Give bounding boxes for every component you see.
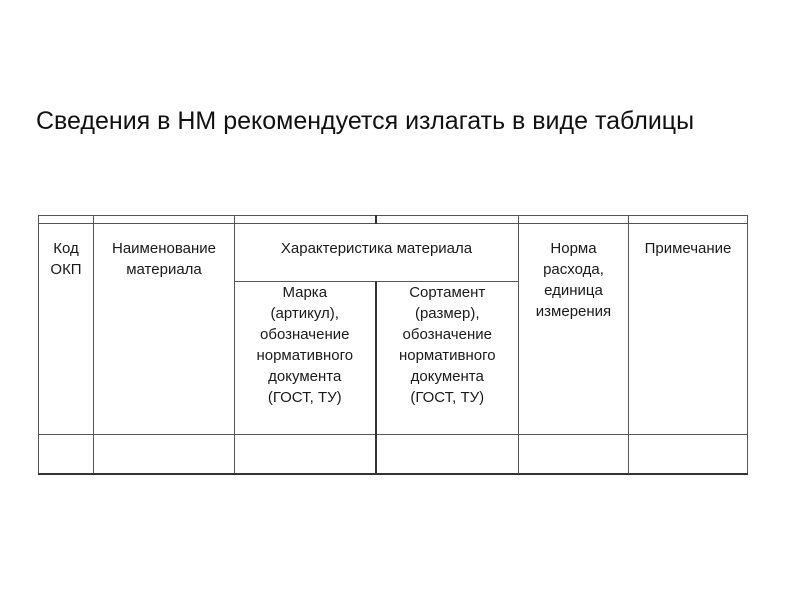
strip-cell [376, 216, 519, 224]
strip-cell [235, 216, 376, 224]
header-material-characteristics: Характеристика материала [235, 224, 519, 282]
materials-table [38, 215, 748, 475]
table-cell [519, 435, 629, 475]
header-row [39, 224, 748, 282]
header-note: Примечание [629, 224, 748, 435]
header-code-okp: Код ОКП [39, 224, 94, 435]
table-cell [629, 435, 748, 475]
table-cell [39, 435, 94, 475]
strip-cell [39, 216, 94, 224]
strip-cell [519, 216, 629, 224]
materials-table-container [38, 215, 747, 463]
table-top-strip [39, 216, 748, 224]
header-consumption-norm: Норма расхода, единица измерения [519, 224, 629, 435]
table-row [39, 435, 748, 475]
table-cell [235, 435, 376, 475]
strip-cell [94, 216, 235, 224]
header-brand-article: Марка (артикул), обозначение нормативного документа (ГОСТ, ТУ) [235, 282, 376, 435]
slide-title: Сведения в НМ рекомендуется излагать в виде таблицы [36, 107, 695, 135]
header-material-name: Наименование материала [94, 224, 235, 435]
table-cell [94, 435, 235, 475]
header-assortment-size: Сортамент (размер), обозначение нормативного документа (ГОСТ, ТУ) [376, 282, 519, 435]
table-cell [376, 435, 519, 475]
strip-cell [629, 216, 748, 224]
